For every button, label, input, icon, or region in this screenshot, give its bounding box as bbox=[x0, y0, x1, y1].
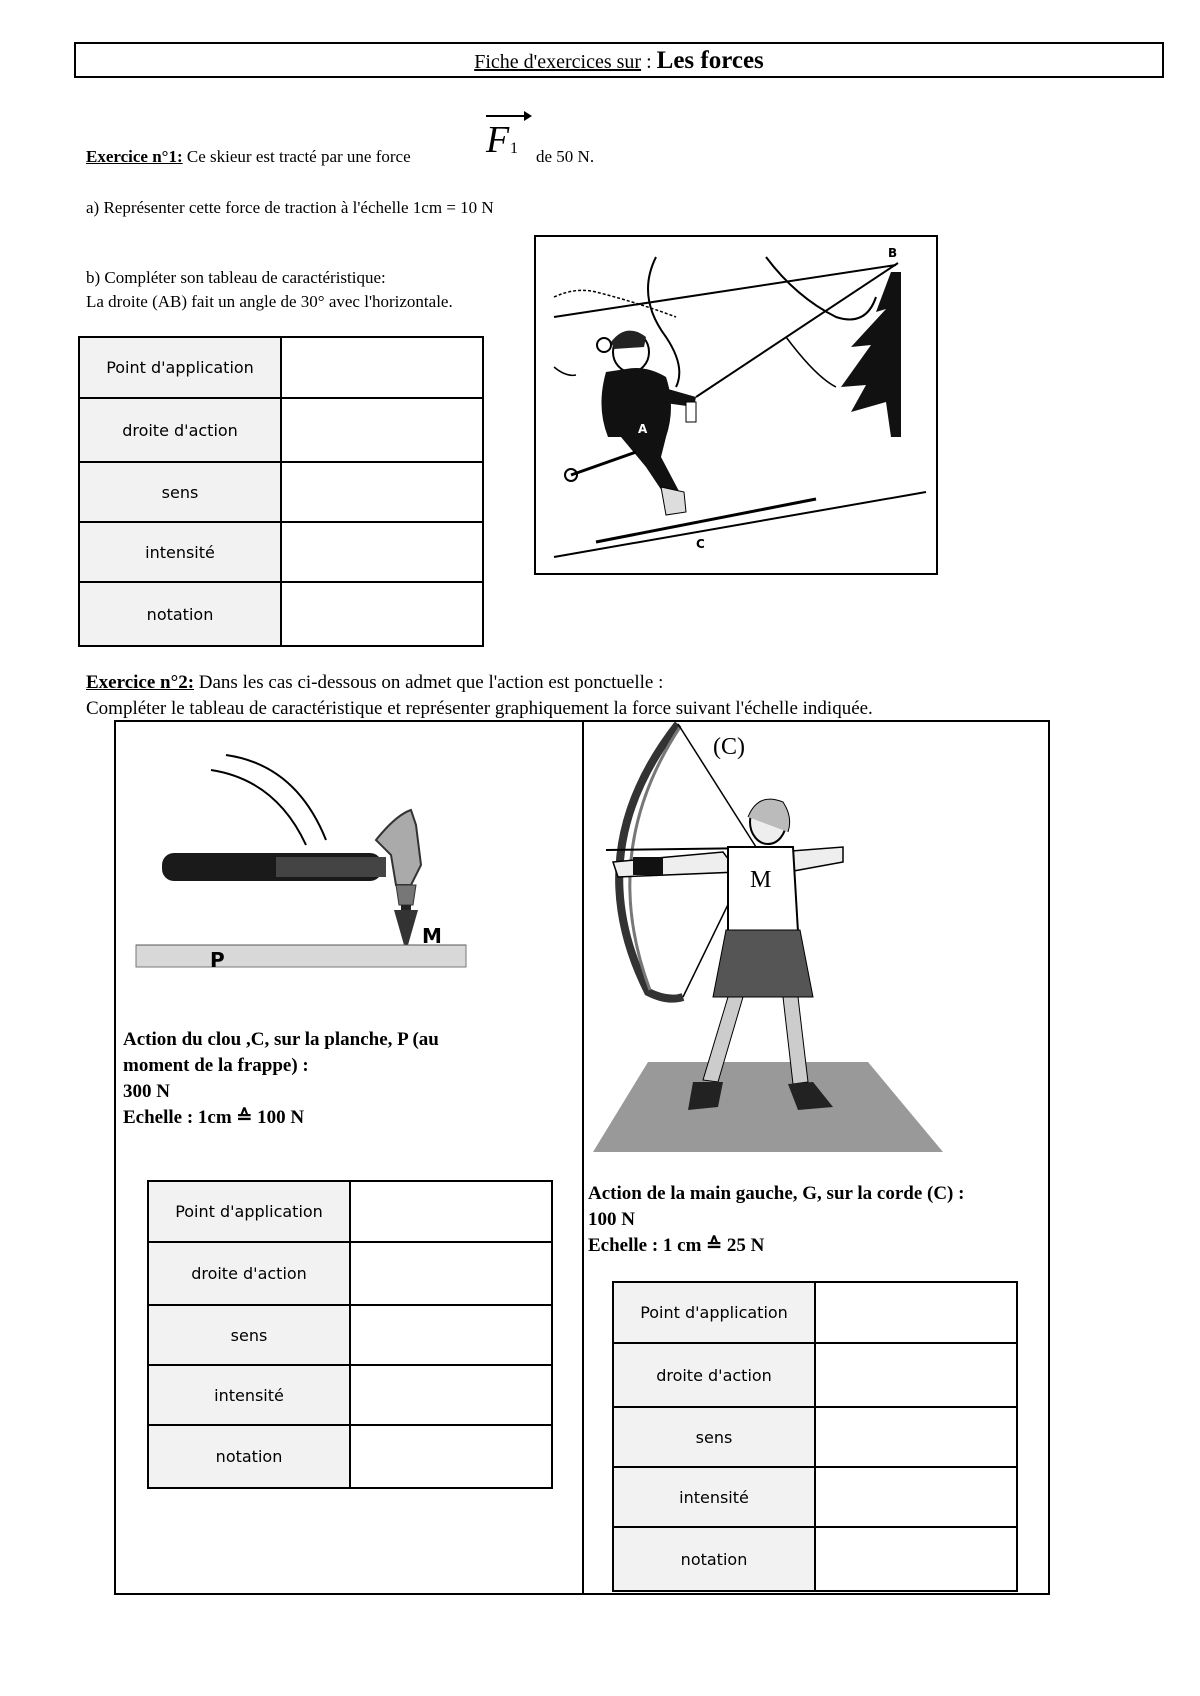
row-label: Point d'application bbox=[613, 1282, 815, 1343]
table-row bbox=[148, 1242, 552, 1305]
answer-cell[interactable] bbox=[350, 1365, 552, 1425]
exercise2-intro-text: Dans les cas ci-dessous on admet que l'action est ponctuelle : bbox=[194, 672, 664, 693]
right-intensity: 100 N bbox=[588, 1209, 635, 1230]
table-row bbox=[79, 582, 483, 646]
hammer-illustration bbox=[126, 745, 476, 985]
answer-cell[interactable] bbox=[350, 1305, 552, 1365]
exercise1-question-b-note: La droite (AB) fait un angle de 30° avec l'horizontale. bbox=[86, 292, 453, 311]
row-label: intensité bbox=[79, 522, 281, 582]
answer-cell[interactable] bbox=[281, 398, 483, 462]
table-row bbox=[148, 1181, 552, 1242]
exercise1-question-a: a) Représenter cette force de traction à l'échelle 1cm = 10 N bbox=[86, 198, 494, 217]
archer-figure bbox=[588, 722, 948, 1152]
answer-cell[interactable] bbox=[815, 1343, 1017, 1407]
page-title-box bbox=[74, 42, 1164, 78]
exercise2-label: Exercice n°2: bbox=[86, 672, 195, 693]
archer-illustration bbox=[588, 722, 948, 1152]
answer-cell[interactable] bbox=[281, 582, 483, 646]
point-b-label: B bbox=[888, 246, 898, 260]
hand-point-m-label: M bbox=[750, 867, 772, 893]
row-label: notation bbox=[148, 1425, 350, 1488]
exercise1-question-b: b) Compléter son tableau de caractéristique: bbox=[86, 268, 386, 287]
skier-figure bbox=[534, 235, 938, 575]
row-label: droite d'action bbox=[613, 1343, 815, 1407]
table-row bbox=[79, 462, 483, 522]
table-row bbox=[613, 1407, 1017, 1467]
row-label: sens bbox=[79, 462, 281, 522]
exercise1-intro bbox=[86, 147, 411, 167]
point-a-label: A bbox=[638, 422, 648, 436]
table-row bbox=[79, 398, 483, 462]
page-title-prefix: Fiche d'exercices sur bbox=[474, 51, 642, 73]
skier-illustration bbox=[536, 237, 936, 573]
left-desc-line1: Action du clou ,C, sur la planche, P (au bbox=[123, 1029, 439, 1050]
exercise1-characteristics-table bbox=[78, 336, 484, 647]
plank-label: P bbox=[210, 948, 225, 972]
answer-cell[interactable] bbox=[350, 1242, 552, 1305]
table-row bbox=[79, 337, 483, 398]
answer-cell[interactable] bbox=[815, 1407, 1017, 1467]
string-label: (C) bbox=[713, 734, 745, 760]
force-vector-symbol bbox=[484, 108, 534, 163]
column-divider bbox=[582, 722, 584, 1593]
right-characteristics-table bbox=[612, 1281, 1018, 1592]
left-desc-line2: moment de la frappe) : bbox=[123, 1055, 309, 1076]
point-m-label: M bbox=[422, 924, 442, 948]
exercise1-intro-text: Ce skieur est tracté par une force bbox=[182, 147, 411, 166]
row-label: sens bbox=[613, 1407, 815, 1467]
left-scale: Echelle : 1cm ≙ 100 N bbox=[123, 1107, 305, 1128]
page-title-colon: : bbox=[641, 51, 657, 73]
answer-cell[interactable] bbox=[350, 1181, 552, 1242]
row-label: notation bbox=[613, 1527, 815, 1591]
table-row bbox=[613, 1282, 1017, 1343]
table-row bbox=[148, 1425, 552, 1488]
row-label: intensité bbox=[148, 1365, 350, 1425]
row-label: droite d'action bbox=[148, 1242, 350, 1305]
row-label: Point d'application bbox=[79, 337, 281, 398]
exercise1-intro-end: de 50 N. bbox=[536, 147, 595, 166]
right-scale: Echelle : 1 cm ≙ 25 N bbox=[588, 1235, 765, 1256]
point-c-label: C bbox=[696, 537, 705, 551]
right-case-description bbox=[588, 1181, 1038, 1259]
row-label: sens bbox=[148, 1305, 350, 1365]
force-symbol: F bbox=[486, 119, 510, 161]
table-row bbox=[613, 1343, 1017, 1407]
left-intensity: 300 N bbox=[123, 1081, 170, 1102]
row-label: Point d'application bbox=[148, 1181, 350, 1242]
answer-cell[interactable] bbox=[281, 522, 483, 582]
answer-cell[interactable] bbox=[281, 462, 483, 522]
answer-cell[interactable] bbox=[350, 1425, 552, 1488]
page-title: Les forces bbox=[656, 47, 764, 74]
answer-cell[interactable] bbox=[815, 1282, 1017, 1343]
answer-cell[interactable] bbox=[281, 337, 483, 398]
hammer-figure bbox=[126, 745, 476, 985]
table-row bbox=[148, 1305, 552, 1365]
answer-cell[interactable] bbox=[815, 1527, 1017, 1591]
exercise1-label: Exercice n°1: bbox=[86, 147, 183, 166]
left-characteristics-table bbox=[147, 1180, 553, 1489]
table-row bbox=[613, 1467, 1017, 1527]
row-label: notation bbox=[79, 582, 281, 646]
left-case-description bbox=[123, 1027, 503, 1131]
right-desc-line1: Action de la main gauche, G, sur la corde (C) : bbox=[588, 1183, 965, 1204]
table-row bbox=[148, 1365, 552, 1425]
row-label: intensité bbox=[613, 1467, 815, 1527]
table-row bbox=[79, 522, 483, 582]
exercise2-instruction: Compléter le tableau de caractéristique et représenter graphiquement la force suivant l'échelle indiquée. bbox=[86, 698, 873, 719]
row-label: droite d'action bbox=[79, 398, 281, 462]
exercise2-intro bbox=[86, 670, 663, 695]
answer-cell[interactable] bbox=[815, 1467, 1017, 1527]
force-subscript: 1 bbox=[510, 140, 518, 157]
table-row bbox=[613, 1527, 1017, 1591]
